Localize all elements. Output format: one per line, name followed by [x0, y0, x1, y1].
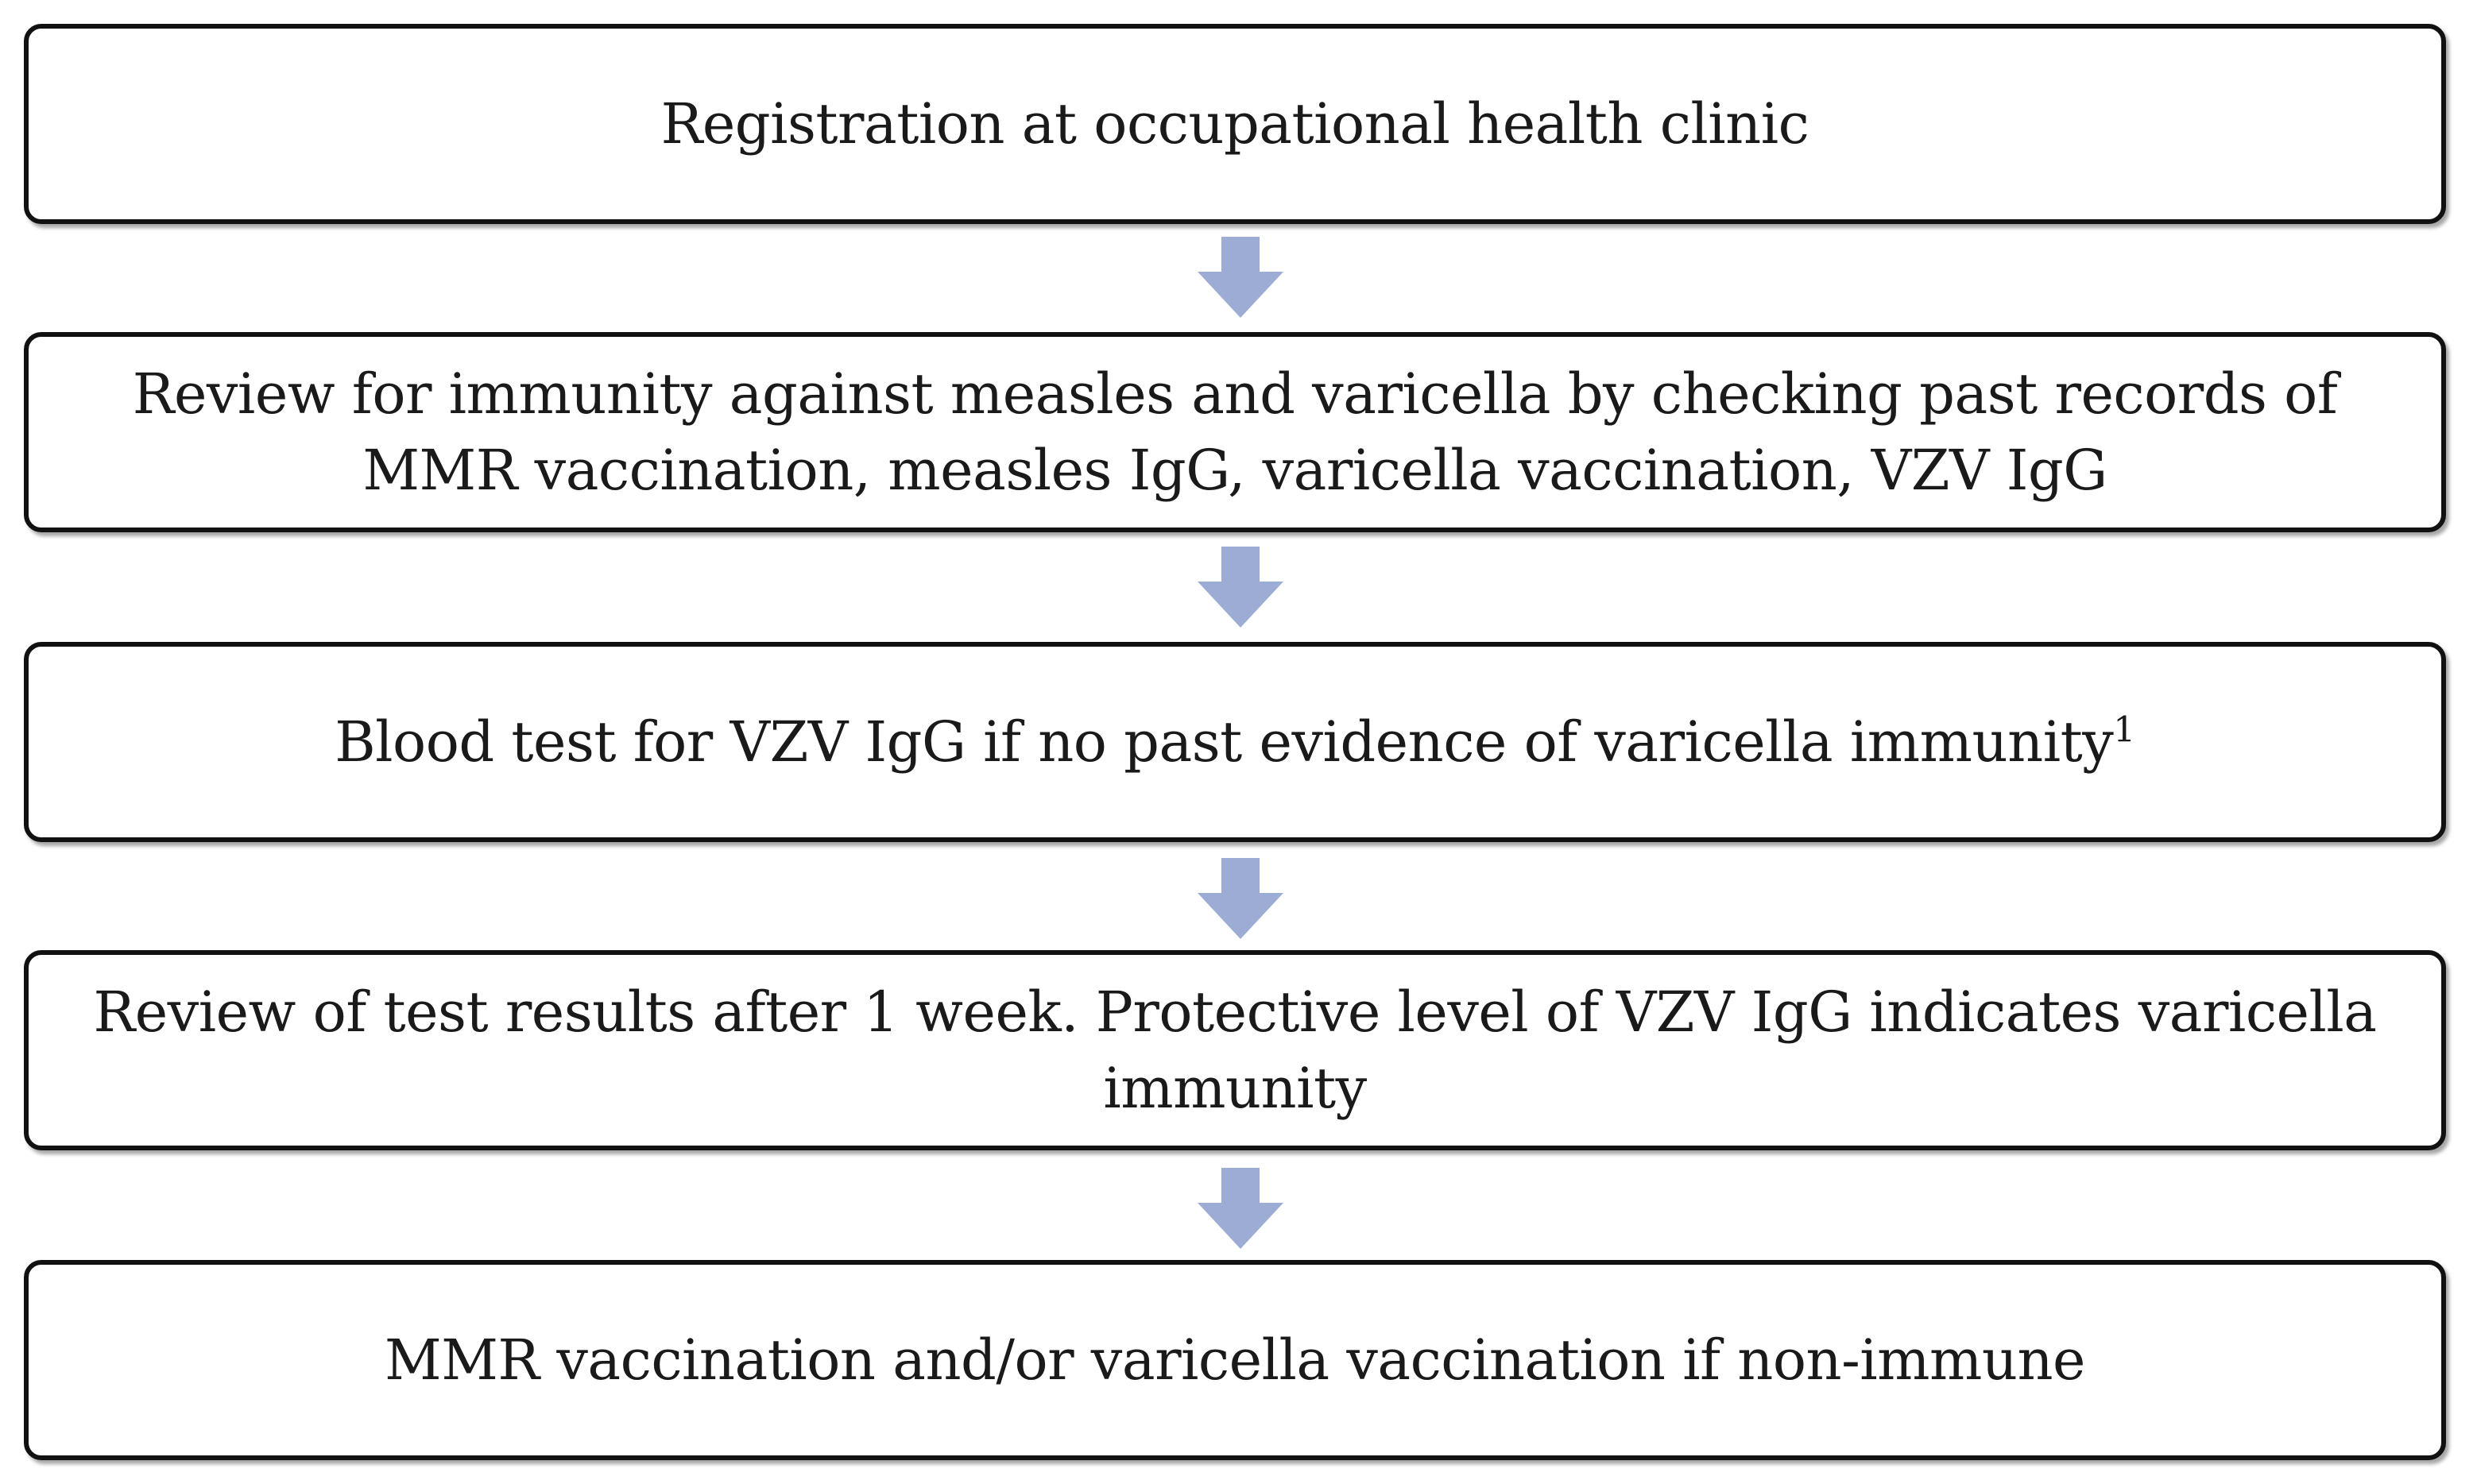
step-1-label: Registration at occupational health clinic — [660, 91, 1809, 157]
flow-step-registration — [24, 24, 2446, 224]
flow-step-text — [661, 86, 1809, 162]
step-5-label: MMR vaccination and/or varicella vaccination if non-immune — [385, 1327, 2085, 1393]
flow-step-vaccination — [24, 1260, 2446, 1460]
flow-step-immunity-review — [24, 332, 2446, 532]
flow-step-results-review — [24, 950, 2446, 1150]
flow-step-text — [76, 356, 2394, 508]
down-arrow-shape — [1198, 1168, 1283, 1249]
step-3-label: Blood test for VZV IgG if no past evidence of varicella immunity — [335, 709, 2114, 775]
down-arrow-shape — [1198, 858, 1283, 939]
step-4-label: Review of test results after 1 week. Protective level of VZV IgG indicates varicella immunity — [93, 980, 2377, 1121]
down-arrow-icon — [1198, 858, 1283, 939]
down-arrow-shape — [1198, 237, 1283, 318]
flow-step-text — [76, 974, 2394, 1127]
step-2-label: Review for immunity against measles and varicella by checking past records of MMR vaccination, measles IgG, varicella vaccination, VZV IgG — [132, 361, 2338, 503]
flow-step-text — [385, 1322, 2085, 1398]
flow-step-blood-test — [24, 642, 2446, 842]
down-arrow-icon — [1198, 1168, 1283, 1249]
flow-step-text — [335, 704, 2135, 780]
down-arrow-icon — [1198, 237, 1283, 318]
footnote-marker: 1 — [2113, 709, 2135, 751]
down-arrow-icon — [1198, 547, 1283, 628]
down-arrow-shape — [1198, 547, 1283, 628]
